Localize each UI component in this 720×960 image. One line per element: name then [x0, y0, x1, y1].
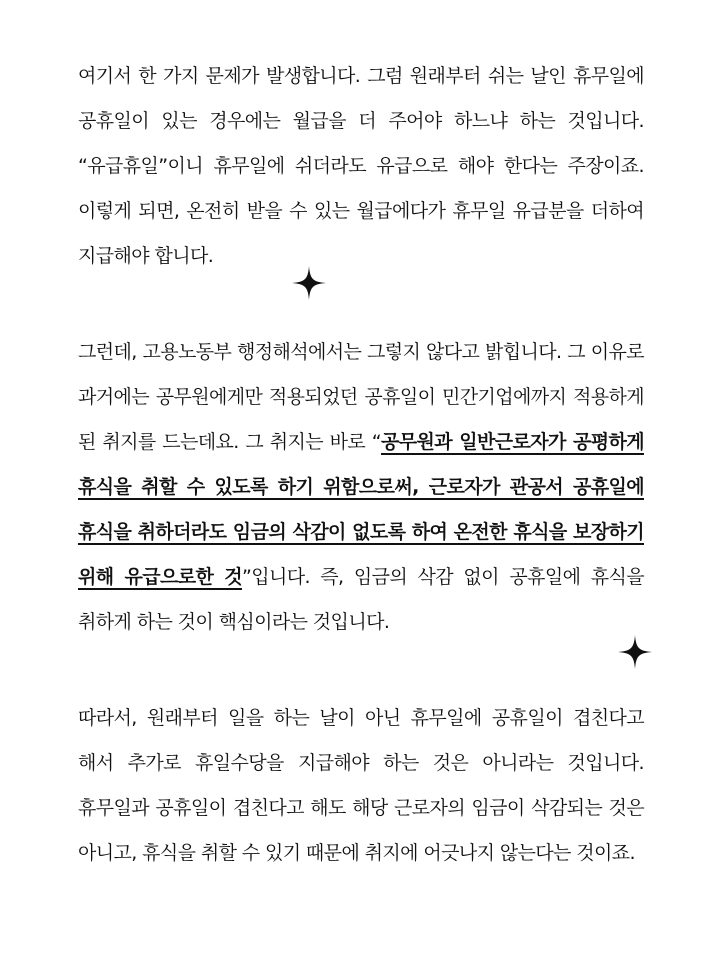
paragraph-3: 따라서, 원래부터 일을 하는 날이 아닌 휴무일에 공휴일이 겹친다고 해서 추가로 휴일수당을 지급해야 하는 것은 아니라는 것입니다. 휴무일과 공휴일이 겹친다고 해도 해당 근로자의 임금이 삭감되는 것은 아니고, 휴식을 취할 수 있기 때문에 취지에 어긋나지 않는다는 것이죠.: [78, 707, 644, 864]
four-point-star-icon: [292, 266, 326, 300]
four-point-star-icon: [618, 635, 652, 669]
paragraph-2-emphasis: 공무원과 일반근로자가 공평하게 휴식을 취할 수 있도록 하기 위함으로써, 근로자가 관공서 공휴일에 휴식을 취하더라도 임금의 삭감이 없도록 하여 온전한 휴식을 보장하기 위해 유급으로한 것: [78, 431, 644, 588]
paragraph-2-intro: 그런데, 고용노동부 행정해석에서는 그렇지 않다고 밝힙니다. 그 이유로 과거에는 공무원에게만 적용되었던 공휴일이 민간기업에까지 적용하게 된 취지를 드는데요. 그 취지는 바로 “: [78, 341, 644, 453]
paragraph-2: [78, 330, 644, 645]
paragraph-2-conclusion: ”입니다. 즉, 임금의 삭감 없이 공휴일에 휴식을 취하게 하는 것이 핵심이라는 것입니다.: [78, 566, 644, 633]
paragraph-1: 여기서 한 가지 문제가 발생합니다. 그럼 원래부터 쉬는 날인 휴무일에 공휴일이 있는 경우에는 월급을 더 주어야 하느냐 하는 것입니다. “유급휴일”이니 휴무일에 쉬더라도 유급으로 해야 한다는 주장이죠. 이렇게 되면, 온전히 받을 수 있는 월급에다가 휴무일 유급분을 더하여 지급해야 합니다.: [78, 65, 644, 267]
